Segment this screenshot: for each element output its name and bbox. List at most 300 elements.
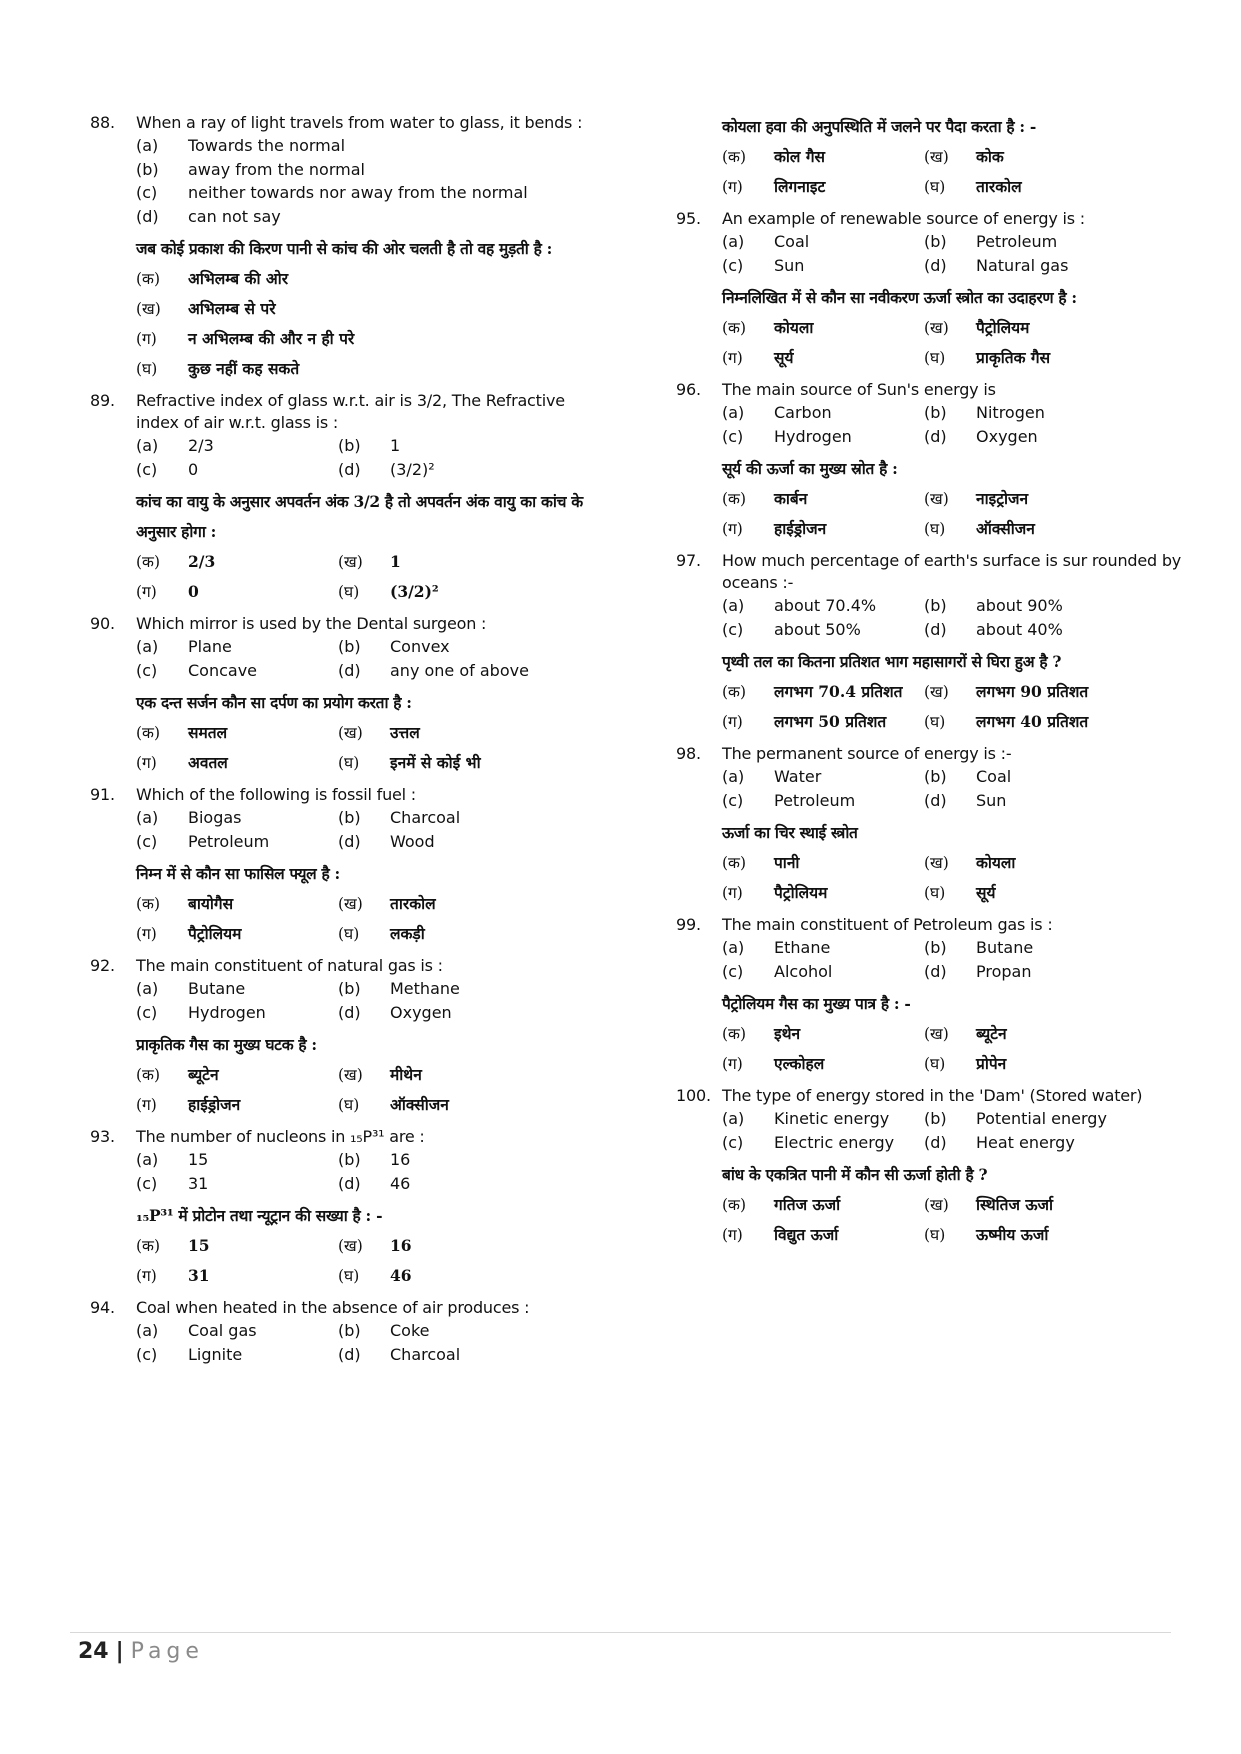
- option-text-hi: लिगनाइट: [774, 177, 826, 196]
- option-label: (c): [722, 961, 744, 981]
- question-text-hi: प्राकृतिक गैस का मुख्य घटक है :: [136, 1035, 317, 1054]
- option-text-hi: कोयला: [774, 318, 814, 337]
- option-label-hi: (ग): [722, 178, 743, 196]
- question-block: [90, 112, 590, 228]
- question-text-hi: सूर्य की ऊर्जा का मुख्य स्रोत है :: [722, 459, 898, 478]
- options-hi: [676, 142, 1196, 202]
- option-label: (a): [136, 979, 159, 998]
- option-label-hi: (क): [136, 553, 160, 571]
- option-label: (c): [722, 619, 744, 639]
- question-text-en: Coal when heated in the absence of air produces :: [136, 1298, 530, 1317]
- option-label: (d): [338, 459, 361, 479]
- option-label-hi: (ग): [722, 520, 743, 538]
- option-text: about 50%: [774, 619, 861, 639]
- option-label-hi: (क): [136, 270, 160, 288]
- page-label: Page: [130, 1639, 204, 1664]
- question-block: [90, 1126, 590, 1195]
- question-block: [676, 743, 1196, 812]
- option-text-hi: विद्युत ऊर्जा: [774, 1225, 839, 1244]
- option-text-hi: मीथेन: [390, 1065, 422, 1084]
- question-number: 99.: [676, 915, 701, 934]
- question-number: 90.: [90, 614, 115, 633]
- option-label: (b): [924, 938, 947, 957]
- question-block: [676, 208, 1196, 277]
- option-label-hi: (ग): [136, 330, 157, 348]
- option-label: (d): [338, 1002, 361, 1022]
- option-text-hi: समतल: [188, 723, 228, 742]
- option-label-hi: (ग): [722, 1226, 743, 1244]
- question-block: [90, 613, 590, 682]
- option-row: [136, 158, 590, 182]
- option-text-hi: 46: [390, 1266, 412, 1285]
- option-text: about 70.4%: [774, 596, 877, 615]
- option-label-hi: (क): [722, 854, 746, 872]
- option-label-hi: (घ): [338, 1096, 360, 1114]
- option-text-hi: अवतल: [188, 753, 228, 772]
- option-text-hi: इनमें से कोई भी: [390, 753, 481, 772]
- question-block-hi: [676, 112, 1196, 202]
- option-label-hi: (ख): [924, 1025, 949, 1043]
- question-block-hi: [676, 989, 1196, 1079]
- option-label: (c): [722, 790, 744, 810]
- option-text: Carbon: [774, 403, 832, 422]
- option-text-hi: पैट्रोलियम: [976, 318, 1030, 337]
- option-label: (a): [136, 1150, 159, 1169]
- option-text: Petroleum: [976, 232, 1058, 251]
- option-text-hi: कोक: [976, 147, 1004, 166]
- options-en: [90, 977, 590, 1024]
- option-text-hi: पैट्रोलियम: [188, 924, 242, 943]
- question-block-hi: [676, 1160, 1196, 1250]
- question-block-hi: [90, 1201, 590, 1291]
- option-label: (a): [722, 403, 745, 422]
- option-label: (d): [338, 660, 361, 680]
- option-label: (b): [924, 596, 947, 615]
- option-label: (b): [924, 232, 947, 251]
- question-text-en: The permanent source of energy is :-: [722, 744, 1012, 763]
- option-label-hi: (ख): [924, 319, 949, 337]
- option-text: 46: [390, 1173, 411, 1193]
- option-text-hi: कुछ नहीं कह सकते: [188, 359, 300, 378]
- question-text-hi: पैट्रोलियम गैस का मुख्य पात्र है : -: [722, 994, 911, 1013]
- question-text-en: The main constituent of natural gas is :: [136, 956, 443, 975]
- option-row-hi: [136, 324, 590, 354]
- question-text-hi: एक दन्त सर्जन कौन सा दर्पण का प्रयोग करता है :: [136, 693, 412, 712]
- option-text-hi: लगभग 70.4 प्रतिशत: [774, 682, 903, 701]
- options-hi: [90, 547, 590, 607]
- option-text-hi: लकड़ी: [390, 924, 425, 943]
- question-text-hi: ऊर्जा का चिर स्थाई स्त्रोत: [722, 823, 858, 842]
- option-text-hi: ब्यूटेन: [976, 1024, 1007, 1043]
- option-label-hi: (ग): [136, 1267, 157, 1285]
- question-header: [90, 390, 590, 434]
- right-column: [676, 112, 1196, 1256]
- options-en: [676, 401, 1196, 448]
- option-label-hi: (क): [136, 724, 160, 742]
- question-block: [90, 1297, 590, 1366]
- question-text-en: The main constituent of Petroleum gas is :: [722, 915, 1053, 934]
- options-en: [90, 1319, 590, 1366]
- question-number: 96.: [676, 380, 701, 399]
- question-block-hi: [90, 234, 590, 384]
- options-hi: [676, 484, 1196, 544]
- question-header: [676, 914, 1196, 936]
- option-row: [136, 134, 590, 158]
- option-text-hi: उत्तल: [390, 723, 420, 742]
- option-text: Lignite: [188, 1344, 243, 1364]
- option-text: Butane: [976, 938, 1034, 957]
- question-block-hi: [90, 1030, 590, 1120]
- option-label: (c): [136, 1173, 158, 1193]
- option-text-hi: तारकोल: [976, 177, 1022, 196]
- option-text: 1: [390, 436, 401, 455]
- option-text-hi: 15: [188, 1236, 210, 1255]
- question-text-hi: पृथ्वी तल का कितना प्रतिशत भाग महासागरों से घिरा हुअ है ?: [722, 652, 1062, 671]
- options-hi: [676, 313, 1196, 373]
- option-text: Potential energy: [976, 1109, 1107, 1128]
- options-en: [90, 434, 590, 481]
- option-label: (d): [924, 426, 947, 446]
- option-label-hi: (घ): [924, 884, 946, 902]
- option-text: Plane: [188, 637, 232, 656]
- option-label: (b): [338, 1150, 361, 1169]
- option-text: (3/2)²: [390, 459, 435, 479]
- option-text-hi: गतिज ऊर्जा: [774, 1195, 841, 1214]
- option-label-hi: (क): [136, 1237, 160, 1255]
- option-label: (b): [924, 1109, 947, 1128]
- option-label-hi: (ग): [722, 1055, 743, 1073]
- option-text-hi: 31: [188, 1266, 210, 1285]
- option-label: (b): [338, 1321, 361, 1340]
- option-text: Sun: [774, 255, 805, 275]
- option-text-hi: ऑक्सीजन: [976, 519, 1035, 538]
- question-text-en: Which mirror is used by the Dental surgeon :: [136, 614, 487, 633]
- question-block: [676, 550, 1196, 641]
- option-label: (a): [136, 136, 159, 155]
- options-en: [676, 594, 1196, 641]
- page-footer: [78, 1637, 204, 1667]
- option-label: (c): [722, 426, 744, 446]
- option-text: Convex: [390, 637, 450, 656]
- options-hi: [676, 1019, 1196, 1079]
- option-label-hi: (क): [722, 1025, 746, 1043]
- option-text: Charcoal: [390, 808, 461, 827]
- options-en: [90, 635, 590, 682]
- option-label-hi: (क): [722, 319, 746, 337]
- question-header: [90, 613, 590, 635]
- question-block: [90, 784, 590, 853]
- option-label-hi: (ख): [338, 553, 363, 571]
- question-text-hi: बांध के एकत्रित पानी में कौन सी ऊर्जा होती है ?: [722, 1165, 988, 1184]
- option-label-hi: (ख): [924, 854, 949, 872]
- option-row-hi: [136, 264, 590, 294]
- option-label-hi: (ग): [722, 713, 743, 731]
- option-text-hi: ऊष्मीय ऊर्जा: [976, 1225, 1049, 1244]
- option-text-hi: लगभग 40 प्रतिशत: [976, 712, 1089, 731]
- question-header: [90, 955, 590, 977]
- option-text: Towards the normal: [188, 136, 346, 155]
- question-text-en: An example of renewable source of energy is :: [722, 209, 1085, 228]
- option-text-hi: नाइट्रोजन: [976, 489, 1029, 508]
- option-text: Kinetic energy: [774, 1109, 890, 1128]
- question-number: 97.: [676, 551, 701, 570]
- option-label-hi: (क): [722, 490, 746, 508]
- option-text-hi: कार्बन: [774, 489, 808, 508]
- option-label: (b): [924, 403, 947, 422]
- option-text-hi: हाईड्रोजन: [774, 519, 827, 538]
- option-text-hi: बायोगैस: [188, 894, 234, 913]
- question-header: [676, 379, 1196, 401]
- option-text: 16: [390, 1150, 411, 1169]
- option-text-hi: कोल गैस: [774, 147, 826, 166]
- question-block: [676, 1085, 1196, 1154]
- option-text: Hydrogen: [188, 1002, 266, 1022]
- question-block-hi: [676, 818, 1196, 908]
- option-text: Concave: [188, 660, 258, 680]
- options-en: [676, 765, 1196, 812]
- page-number: 24: [78, 1639, 109, 1664]
- option-text: Methane: [390, 979, 460, 998]
- option-label: (a): [136, 808, 159, 827]
- option-label-hi: (ख): [924, 148, 949, 166]
- option-text: Sun: [976, 790, 1007, 810]
- option-label: (d): [924, 619, 947, 639]
- option-text-hi: तारकोल: [390, 894, 436, 913]
- question-number: 91.: [90, 785, 115, 804]
- option-text-hi: एल्कोहल: [774, 1054, 825, 1073]
- question-header: [676, 208, 1196, 230]
- option-label: (a): [722, 938, 745, 957]
- options-en: [676, 936, 1196, 983]
- option-text: 2/3: [188, 436, 214, 455]
- option-label-hi: (घ): [924, 178, 946, 196]
- option-text: Hydrogen: [774, 426, 852, 446]
- question-text-en: The number of nucleons in ₁₅P³¹ are :: [136, 1127, 425, 1146]
- option-text-hi: (3/2)²: [390, 582, 439, 601]
- option-label-hi: (ख): [338, 895, 363, 913]
- question-number: 100.: [676, 1086, 711, 1105]
- question-text-hi: कांच का वायु के अनुसार अपवर्तन अंक 3/2 है तो अपवर्तन अंक वायु का कांच के अनुसार होगा :: [136, 492, 583, 541]
- option-label: (c): [136, 660, 158, 680]
- question-text-en: When a ray of light travels from water to glass, it bends :: [136, 113, 583, 132]
- question-text-en: Which of the following is fossil fuel :: [136, 785, 416, 804]
- question-number: 98.: [676, 744, 701, 763]
- option-label: (c): [136, 459, 158, 479]
- option-text: Biogas: [188, 808, 242, 827]
- option-text: Wood: [390, 831, 435, 851]
- option-text: Coal gas: [188, 1321, 257, 1340]
- question-block-hi: [90, 688, 590, 778]
- option-text: 0: [188, 459, 199, 479]
- question-header: [676, 743, 1196, 765]
- option-label-hi: (क): [136, 1066, 160, 1084]
- option-label: (a): [722, 1109, 745, 1128]
- option-label: (b): [136, 159, 159, 179]
- options-hi: [90, 1231, 590, 1291]
- question-block: [90, 955, 590, 1024]
- option-text: Electric energy: [774, 1132, 895, 1152]
- option-text-hi: प्राकृतिक गैस: [976, 348, 1051, 367]
- options-en: [90, 806, 590, 853]
- option-label-hi: (क): [722, 148, 746, 166]
- option-label-hi: (ख): [338, 724, 363, 742]
- question-text-en: The main source of Sun's energy is: [722, 380, 996, 399]
- option-row-hi: [136, 354, 590, 384]
- option-text: Propan: [976, 961, 1032, 981]
- question-block-hi: [90, 487, 590, 607]
- option-text: neither towards nor away from the normal: [188, 183, 528, 202]
- option-label: (b): [338, 808, 361, 827]
- options-hi: [90, 889, 590, 949]
- option-label-hi: (ग): [136, 1096, 157, 1114]
- question-header: [90, 784, 590, 806]
- option-label-hi: (घ): [136, 360, 158, 378]
- footer-separator: |: [115, 1639, 124, 1664]
- question-block: [676, 379, 1196, 448]
- option-text-hi: सूर्य: [976, 883, 996, 902]
- option-text-hi: अभिलम्ब की ओर: [188, 269, 289, 288]
- question-text-en: Refractive index of glass w.r.t. air is 3/2, The Refractive index of air w.r.t. glass is :: [136, 391, 565, 432]
- option-text: away from the normal: [188, 159, 365, 179]
- option-text: Coke: [390, 1321, 430, 1340]
- option-label: (b): [924, 767, 947, 786]
- question-header: [90, 1126, 590, 1148]
- option-label: (c): [136, 183, 158, 202]
- option-text-hi: कोयला: [976, 853, 1016, 872]
- option-text: can not say: [188, 206, 281, 226]
- option-label-hi: (घ): [924, 349, 946, 367]
- option-label: (a): [136, 1321, 159, 1340]
- option-text-hi: 16: [390, 1236, 412, 1255]
- option-label: (d): [338, 1344, 361, 1364]
- option-text: Oxygen: [976, 426, 1038, 446]
- option-text: 15: [188, 1150, 209, 1169]
- option-label-hi: (ग): [136, 754, 157, 772]
- option-label: (a): [722, 596, 745, 615]
- option-label: (c): [136, 1002, 158, 1022]
- question-text-en: The type of energy stored in the 'Dam' (Stored water): [722, 1086, 1143, 1105]
- option-label: (b): [338, 637, 361, 656]
- option-label-hi: (ख): [136, 300, 161, 318]
- option-text-hi: प्रोपेन: [976, 1054, 1007, 1073]
- options-hi: [90, 718, 590, 778]
- option-text-hi: ब्यूटेन: [188, 1065, 219, 1084]
- question-text-hi: निम्नलिखित में से कौन सा नवीकरण ऊर्जा स्त्रोत का उदाहरण है :: [722, 288, 1077, 307]
- question-number: 95.: [676, 209, 701, 228]
- option-label-hi: (घ): [924, 1226, 946, 1244]
- question-text-hi: कोयला हवा की अनुपस्थिति में जलने पर पैदा करता है : -: [722, 117, 1037, 136]
- question-block-hi: [676, 647, 1196, 737]
- options-en: [90, 1148, 590, 1195]
- question-header: [90, 1297, 590, 1319]
- option-text-hi: 1: [390, 552, 401, 571]
- question-number: 94.: [90, 1298, 115, 1317]
- option-text: Heat energy: [976, 1132, 1075, 1152]
- options-en: [676, 230, 1196, 277]
- option-label-hi: (घ): [338, 925, 360, 943]
- options-hi: [676, 677, 1196, 737]
- option-text-hi: लगभग 50 प्रतिशत: [774, 712, 887, 731]
- option-text-hi: पैट्रोलियम: [774, 883, 828, 902]
- question-text-hi: निम्न में से कौन सा फासिल फ्यूल है :: [136, 864, 340, 883]
- option-label: (c): [722, 255, 744, 275]
- option-label: (b): [338, 979, 361, 998]
- option-label-hi: (घ): [924, 1055, 946, 1073]
- options-hi: [90, 264, 590, 384]
- question-text-hi: जब कोई प्रकाश की किरण पानी से कांच की ओर चलती है तो वह मुड़ती है :: [136, 239, 553, 258]
- option-row-hi: [136, 294, 590, 324]
- option-text: Natural gas: [976, 255, 1069, 275]
- option-text: about 90%: [976, 596, 1063, 615]
- option-label-hi: (ख): [338, 1066, 363, 1084]
- options-hi: [676, 848, 1196, 908]
- option-text: Water: [774, 767, 822, 786]
- option-label-hi: (क): [722, 1196, 746, 1214]
- question-text-hi: ₁₅P³¹ में प्रोटोन तथा न्यूट्रान की सख्या है : -: [136, 1206, 383, 1225]
- options-hi: [90, 1060, 590, 1120]
- question-block: [90, 390, 590, 481]
- option-label: (a): [722, 232, 745, 251]
- option-label: (d): [924, 255, 947, 275]
- question-number: 89.: [90, 391, 115, 410]
- option-text-hi: पानी: [774, 853, 800, 872]
- option-label-hi: (ख): [338, 1237, 363, 1255]
- question-block-hi: [90, 859, 590, 949]
- option-label: (c): [136, 1344, 158, 1364]
- option-label: (c): [722, 1132, 744, 1152]
- option-label-hi: (ख): [924, 1196, 949, 1214]
- option-text-hi: अभिलम्ब से परे: [188, 299, 276, 318]
- option-label: (d): [136, 206, 159, 226]
- option-label-hi: (घ): [924, 520, 946, 538]
- option-label: (d): [924, 961, 947, 981]
- option-label-hi: (घ): [924, 713, 946, 731]
- option-text-hi: सूर्य: [774, 348, 794, 367]
- question-header: [90, 112, 590, 134]
- question-text-en: How much percentage of earth's surface is sur rounded by oceans :-: [722, 551, 1182, 592]
- option-text-hi: लगभग 90 प्रतिशत: [976, 682, 1089, 701]
- options-en: [90, 134, 590, 228]
- option-label: (d): [924, 790, 947, 810]
- option-label: (a): [722, 767, 745, 786]
- option-text: about 40%: [976, 619, 1063, 639]
- option-label-hi: (क): [136, 895, 160, 913]
- option-text: Coal: [976, 767, 1012, 786]
- option-label: (d): [924, 1132, 947, 1152]
- option-text: Nitrogen: [976, 403, 1045, 422]
- option-label: (a): [136, 637, 159, 656]
- question-number: 92.: [90, 956, 115, 975]
- left-column: [90, 112, 590, 1372]
- option-text-hi: इथेन: [774, 1024, 801, 1043]
- option-label: (d): [338, 1173, 361, 1193]
- option-label: (a): [136, 436, 159, 455]
- option-text: Ethane: [774, 938, 831, 957]
- option-text-hi: स्थितिज ऊर्जा: [976, 1195, 1054, 1214]
- options-en: [676, 1107, 1196, 1154]
- question-number: 88.: [90, 113, 115, 132]
- footer-divider: [70, 1632, 1171, 1633]
- option-label-hi: (घ): [338, 1267, 360, 1285]
- option-text: Alcohol: [774, 961, 833, 981]
- option-text-hi: 0: [188, 582, 199, 601]
- option-text-hi: 2/3: [188, 552, 216, 571]
- option-label-hi: (ग): [136, 583, 157, 601]
- question-block-hi: [676, 283, 1196, 373]
- option-label-hi: (घ): [338, 583, 360, 601]
- option-text-hi: न अभिलम्ब की और न ही परे: [188, 329, 355, 348]
- option-label: (b): [338, 436, 361, 455]
